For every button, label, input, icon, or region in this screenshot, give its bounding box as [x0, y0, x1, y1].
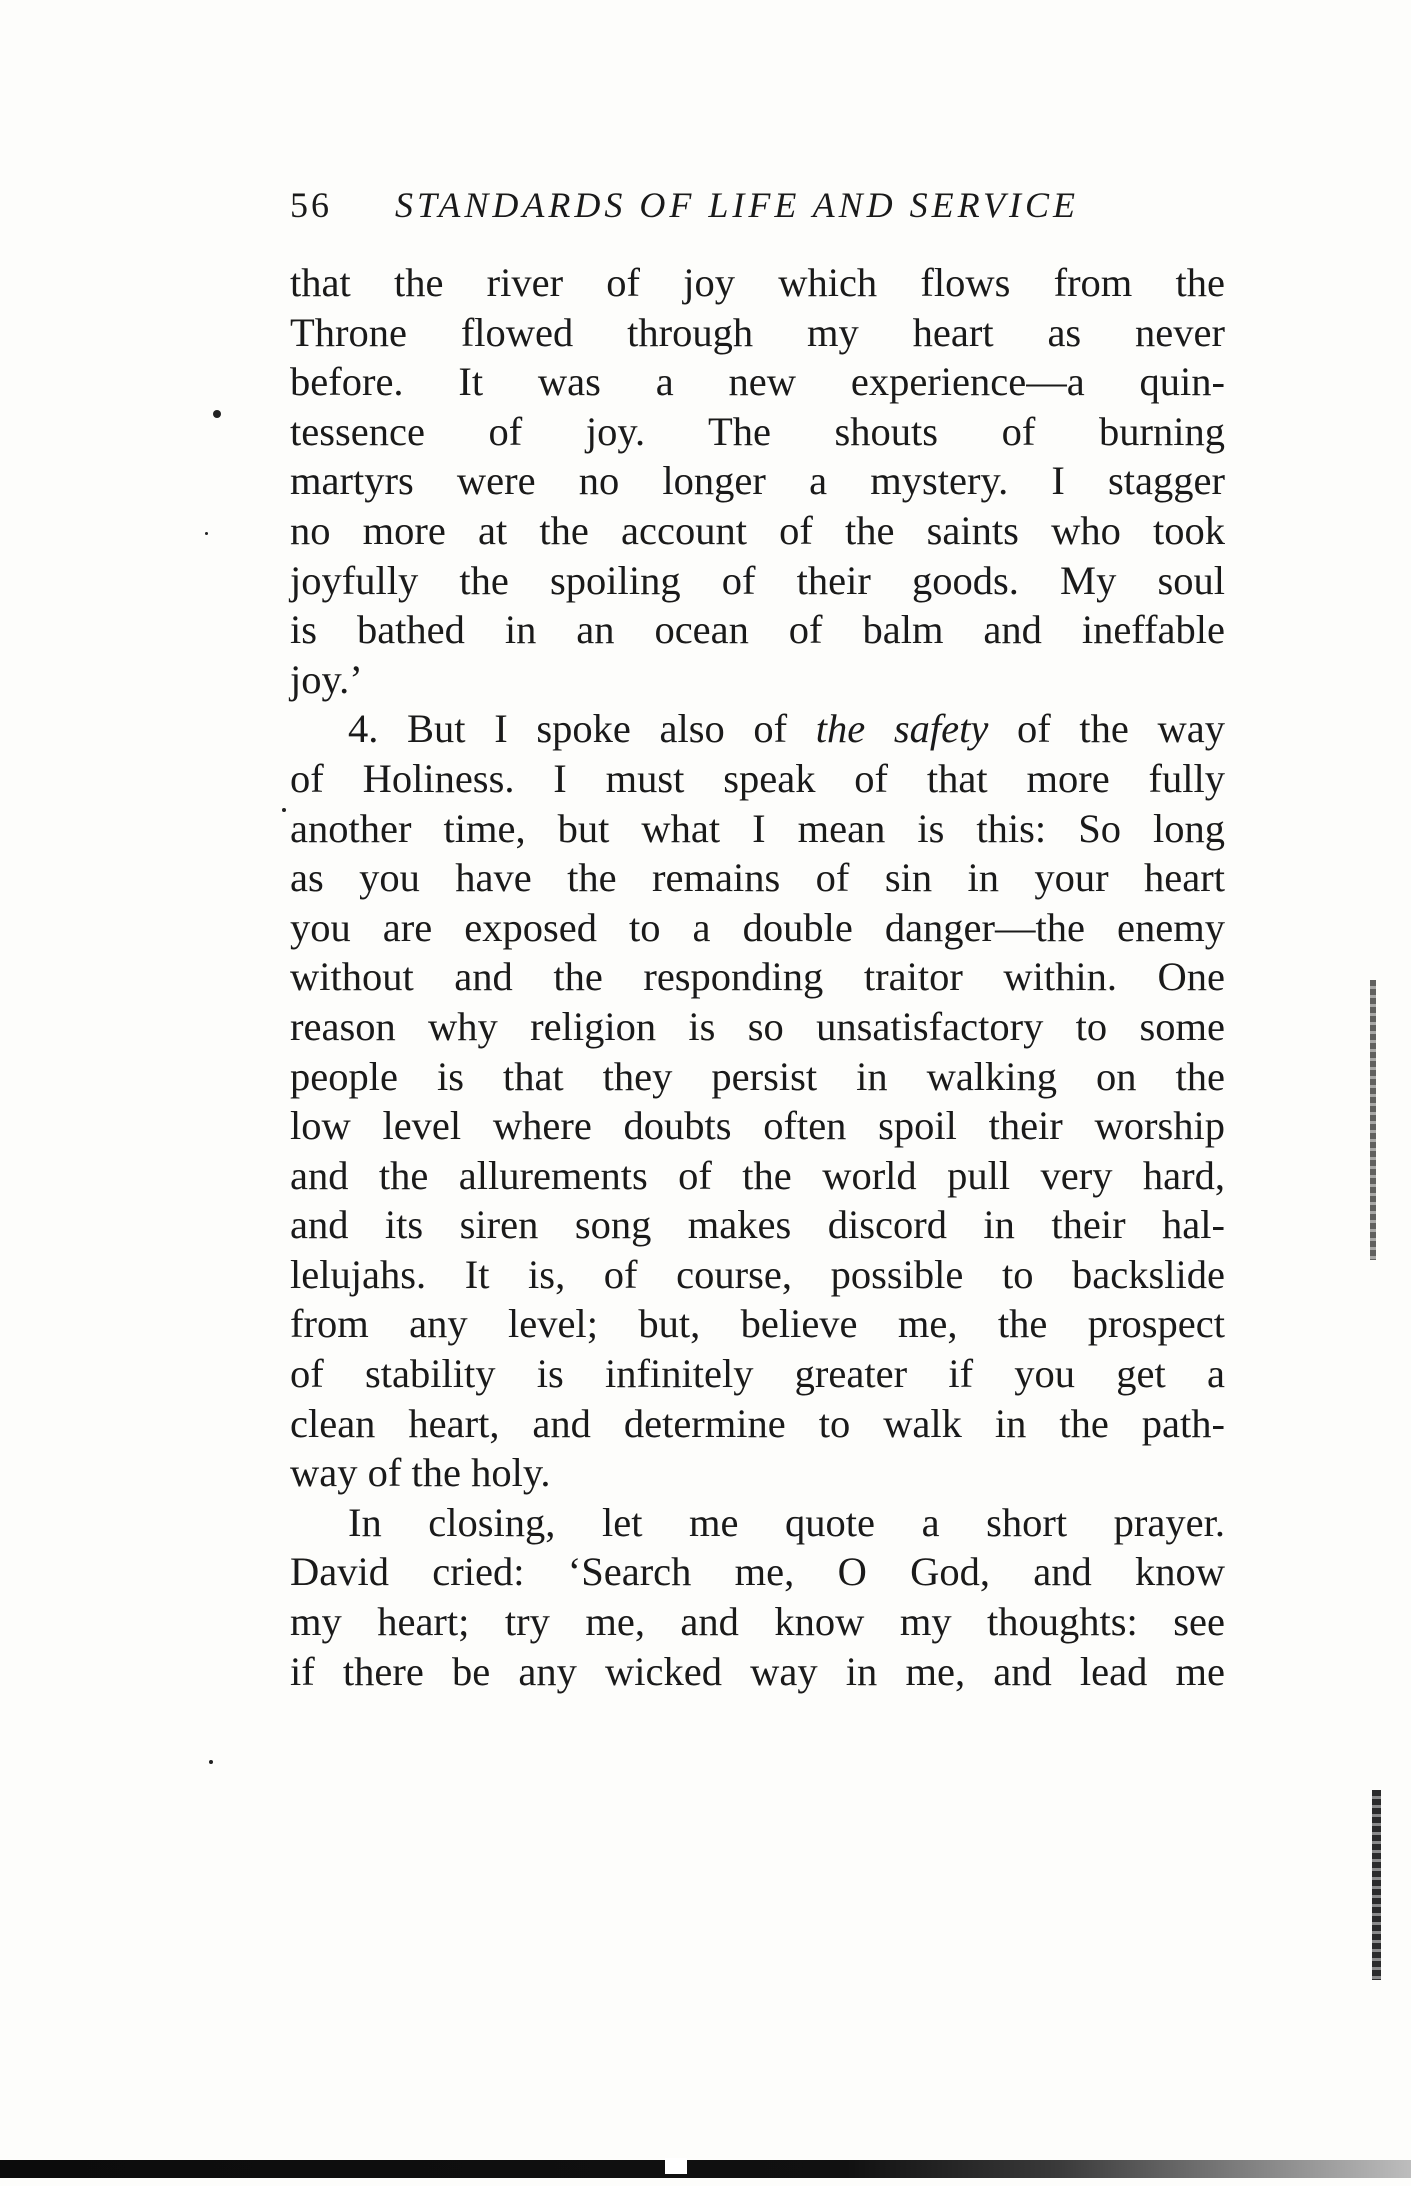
text-line: without and the responding traitor within. One: [290, 954, 1225, 1000]
text-line: clean heart, and determine to walk in the path-: [290, 1400, 1225, 1446]
text-line: In closing, let me quote a short prayer.: [348, 1499, 1225, 1545]
scan-speck: [209, 1760, 213, 1764]
text-line: as you have the remains of sin in your heart: [290, 855, 1225, 901]
scan-speck: [213, 410, 221, 418]
text-line: and the allurements of the world pull very hard,: [290, 1152, 1225, 1198]
scan-bottom-marker: [665, 2158, 687, 2174]
text-line: and its siren song makes discord in their hal-: [290, 1202, 1225, 1248]
running-head: [290, 184, 1230, 234]
text-line: if there be any wicked way in me, and lead me: [290, 1648, 1225, 1694]
text-line: no more at the account of the saints who took: [290, 507, 1225, 553]
running-title: STANDARDS OF LIFE AND SERVICE: [395, 185, 1079, 225]
text-line: David cried: ‘Search me, O God, and know: [290, 1549, 1225, 1595]
text-line: before. It was a new experience—a quin-: [290, 359, 1225, 405]
text-line: from any level; but, believe me, the prospect: [290, 1301, 1225, 1347]
text-line: low level where doubts often spoil their worship: [290, 1103, 1225, 1149]
body-text: [290, 258, 1225, 1696]
scan-speck: [205, 532, 208, 535]
text-segment: 4. But I spoke also of: [348, 706, 788, 752]
text-line: that the river of joy which flows from the: [290, 260, 1225, 305]
text-line: reason why religion is so unsatisfactory to some: [290, 1003, 1225, 1049]
text-line: Throne flowed through my heart as never: [290, 309, 1225, 355]
text-line: tessence of joy. The shouts of burning: [290, 408, 1225, 454]
text-line: people is that they persist in walking on the: [290, 1053, 1225, 1099]
text-line: of Holiness. I must speak of that more fully: [290, 755, 1225, 801]
text-line: lelujahs. It is, of course, possible to backslide: [290, 1251, 1225, 1297]
text-line: is bathed in an ocean of balm and ineffable: [290, 607, 1225, 653]
text-line: way of the holy.: [290, 1450, 551, 1496]
text-line: of stability is infinitely greater if you get a: [290, 1351, 1225, 1397]
text-segment: of the way: [1017, 706, 1226, 752]
scan-speck: [282, 808, 286, 812]
text-line: joyfully the spoiling of their goods. My soul: [290, 557, 1225, 603]
text-line: you are exposed to a double danger—the enemy: [290, 904, 1225, 950]
page-number: 56: [290, 185, 332, 225]
text-line: my heart; try me, and know my thoughts: see: [290, 1599, 1225, 1645]
text-line: joy.’: [290, 656, 363, 702]
text-line-with-emphasis: [290, 704, 1225, 754]
scan-edge-mark: [1370, 980, 1376, 1260]
scan-bottom-edge: [0, 2160, 1411, 2178]
text-line: another time, but what I mean is this: So long: [290, 805, 1225, 851]
emphasis-text: the safety: [815, 706, 989, 752]
text-line: martyrs were no longer a mystery. I stagger: [290, 458, 1225, 504]
scan-edge-mark: [1372, 1790, 1381, 1980]
